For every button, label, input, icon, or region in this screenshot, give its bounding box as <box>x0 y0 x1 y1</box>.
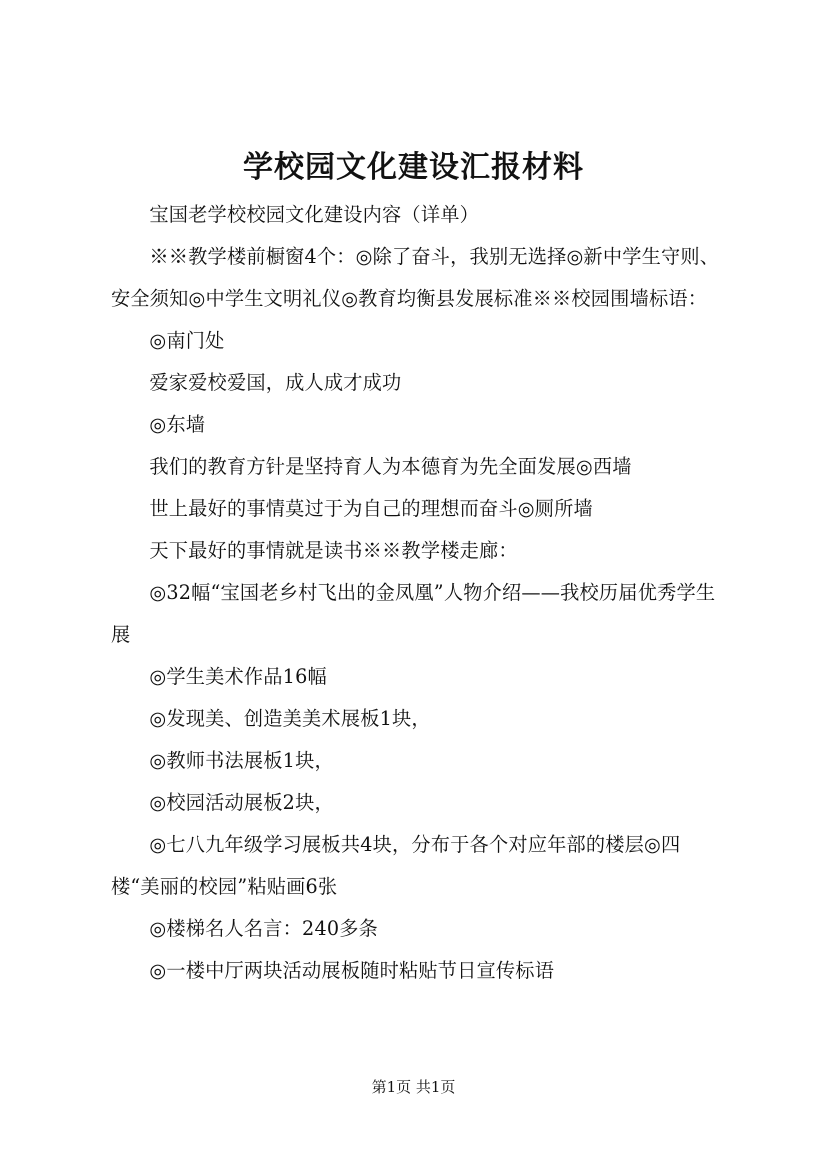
paragraph: ◎楼梯名人名言：240多条 <box>149 917 379 940</box>
paragraph: 爱家爱校爱国，成人成才成功 <box>149 371 402 394</box>
paragraph: 世上最好的事情莫过于为自己的理想而奋斗◎厕所墙 <box>149 497 593 520</box>
paragraph: ◎东墙 <box>149 413 206 436</box>
paragraph: ※※教学楼前橱窗4个：◎除了奋斗，我别无选择◎新中学生守则、安全须知◎中学生文明礼仪◎教育均衡县发展标准※※校园围墙标语： <box>111 245 720 310</box>
paragraph: ◎南门处 <box>149 329 225 352</box>
document-title: 学校园文化建设汇报材料 <box>243 150 584 185</box>
paragraph: ◎校园活动展板2块， <box>149 791 334 814</box>
paragraph: ◎发现美、创造美美术展板1块， <box>149 707 431 730</box>
paragraph: ◎教师书法展板1块， <box>149 749 334 772</box>
page-number-footer: 第1页 共1页 <box>371 1078 456 1096</box>
paragraph: 宝国老学校校园文化建设内容（详单） <box>149 203 479 226</box>
paragraph: 我们的教育方针是坚持育人为本德育为先全面发展◎西墙 <box>149 455 632 478</box>
paragraph: ◎学生美术作品16幅 <box>149 665 327 688</box>
paragraph: ◎一楼中厅两块活动展板随时粘贴节日宣传标语 <box>149 959 555 982</box>
document-body <box>111 194 723 992</box>
paragraph: ◎七八九年级学习展板共4块，分布于各个对应年部的楼层◎四楼“美丽的校园”粘贴画6张 <box>111 833 681 898</box>
paragraph: ◎32幅“宝国老乡村飞出的金凤凰”人物介绍——我校历届优秀学生展 <box>111 581 716 646</box>
paragraph: 天下最好的事情就是读书※※教学楼走廊： <box>149 539 518 562</box>
